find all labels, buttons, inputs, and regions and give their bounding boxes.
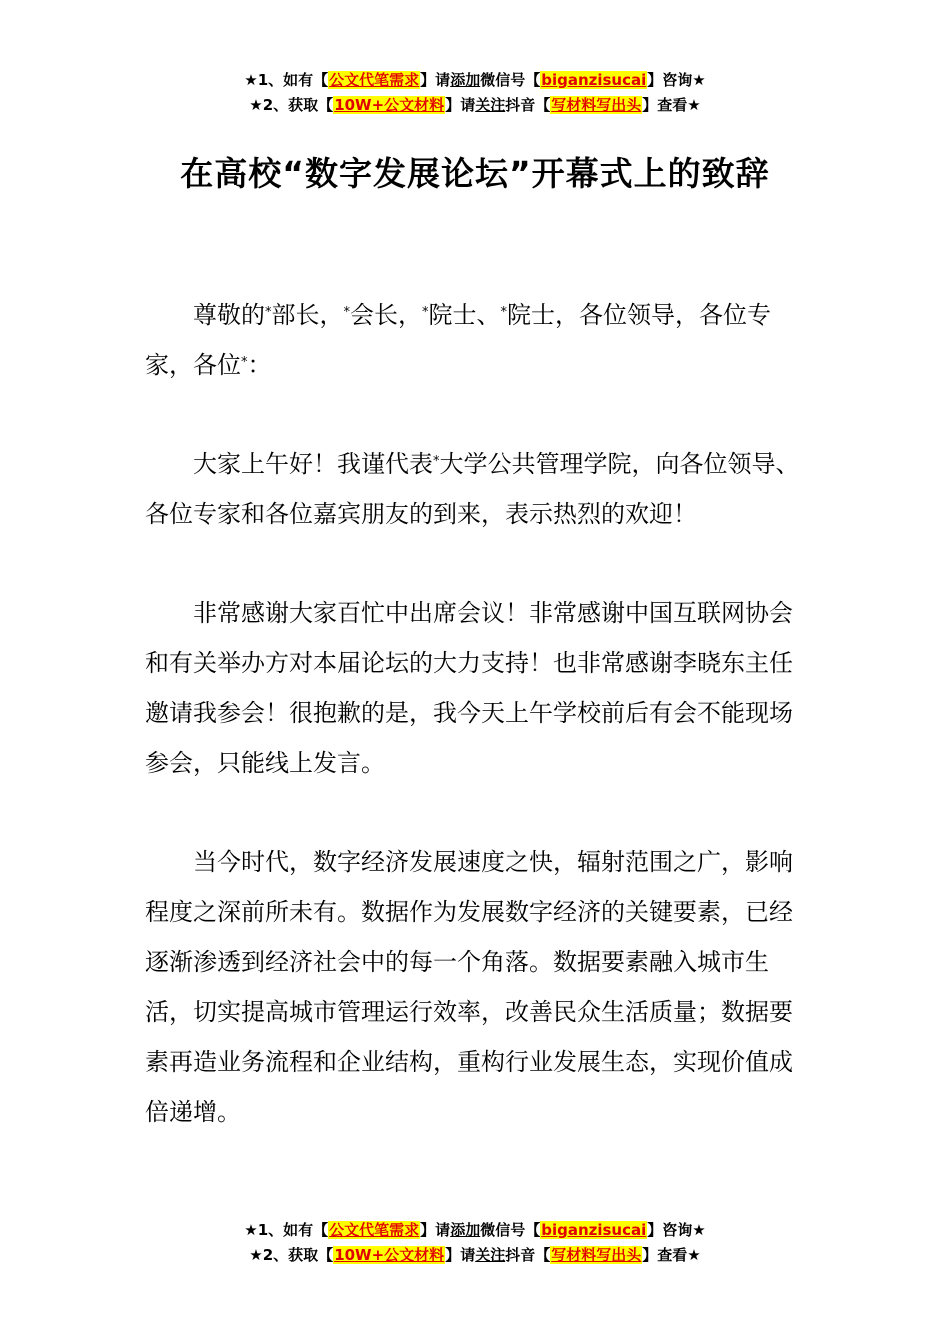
header-banner bbox=[0, 68, 950, 118]
highlight-douyin-id: 写材料写出头 bbox=[551, 1246, 642, 1264]
asterisk: * bbox=[422, 305, 429, 320]
text-run: 尊敬的 bbox=[193, 301, 265, 329]
salutation-paragraph bbox=[145, 290, 810, 390]
banner-text: 】请 bbox=[445, 1246, 476, 1264]
banner-line-1 bbox=[0, 1218, 950, 1243]
banner-line-2 bbox=[0, 93, 950, 118]
asterisk: * bbox=[500, 305, 507, 320]
banner-text: 】查看★ bbox=[642, 96, 701, 114]
document-body bbox=[145, 290, 810, 1186]
highlight-wechat-id: biganzisucai bbox=[541, 71, 647, 89]
banner-line-1 bbox=[0, 68, 950, 93]
banner-text: 微信号【 bbox=[480, 1221, 541, 1239]
footer-banner bbox=[0, 1218, 950, 1268]
underlined-word: 添加 bbox=[450, 71, 481, 89]
underlined-word: 关注 bbox=[475, 96, 506, 114]
body-paragraph: 当今时代，数字经济发展速度之快，辐射范围之广，影响程度之深前所未有。数据作为发展数字经济的关键要素，已经逐渐渗透到经济社会中的每一个角落。数据要素融入城市生活，切实提高城市管理运行效率，改善民众生活质量；数据要素再造业务流程和企业结构，重构行业发展生态，实现价值成倍递增。 bbox=[145, 848, 793, 1126]
document-title: 在高校“数字发展论坛”开幕式上的致辞 bbox=[180, 154, 770, 193]
banner-text: 】咨询★ bbox=[647, 71, 706, 89]
text-run: 院士、 bbox=[428, 301, 501, 329]
highlight-materials: 10W+公文材料 bbox=[334, 1246, 445, 1264]
text-run: ： bbox=[247, 351, 272, 379]
banner-text: ★2、获取【 bbox=[249, 1246, 334, 1264]
highlight-materials: 10W+公文材料 bbox=[334, 96, 445, 114]
banner-text: ★1、如有【 bbox=[244, 71, 329, 89]
asterisk: * bbox=[265, 305, 272, 320]
asterisk: * bbox=[241, 355, 248, 370]
text-run: 院士，各位领导，各位专家，各位 bbox=[145, 301, 771, 379]
asterisk: * bbox=[343, 305, 350, 320]
highlight-service: 公文代笔需求 bbox=[329, 1221, 420, 1239]
banner-text: ★1、如有【 bbox=[244, 1221, 329, 1239]
banner-text: ★2、获取【 bbox=[249, 96, 334, 114]
underlined-word: 关注 bbox=[475, 1246, 506, 1264]
underlined-word: 添加 bbox=[450, 1221, 481, 1239]
banner-line-2 bbox=[0, 1243, 950, 1268]
body-paragraph: 非常感谢大家百忙中出席会议！非常感谢中国互联网协会和有关举办方对本届论坛的大力支持！也非常感谢李晓东主任邀请我参会！很抱歉的是，我今天上午学校前后有会不能现场参会，只能线上发言。 bbox=[145, 599, 793, 777]
banner-text: 微信号【 bbox=[480, 71, 541, 89]
greeting-paragraph bbox=[145, 439, 810, 539]
text-run: 大学公共管理学院，向各位领导、各位专家和各位嘉宾朋友的到来，表示热烈的欢迎！ bbox=[145, 450, 800, 528]
banner-text: 】咨询★ bbox=[647, 1221, 706, 1239]
highlight-douyin-id: 写材料写出头 bbox=[551, 96, 642, 114]
text-run: 会长， bbox=[350, 301, 422, 329]
banner-text: 】请 bbox=[420, 1221, 451, 1239]
text-run: 部长， bbox=[271, 301, 344, 329]
highlight-wechat-id: biganzisucai bbox=[541, 1221, 647, 1239]
banner-text: 】请 bbox=[420, 71, 451, 89]
banner-text: 抖音【 bbox=[505, 96, 551, 114]
text-run: 大家上午好！我谨代表 bbox=[193, 450, 433, 478]
highlight-service: 公文代笔需求 bbox=[329, 71, 420, 89]
banner-text: 】查看★ bbox=[642, 1246, 701, 1264]
banner-text: 抖音【 bbox=[505, 1246, 551, 1264]
asterisk: * bbox=[433, 454, 440, 469]
banner-text: 】请 bbox=[445, 96, 476, 114]
